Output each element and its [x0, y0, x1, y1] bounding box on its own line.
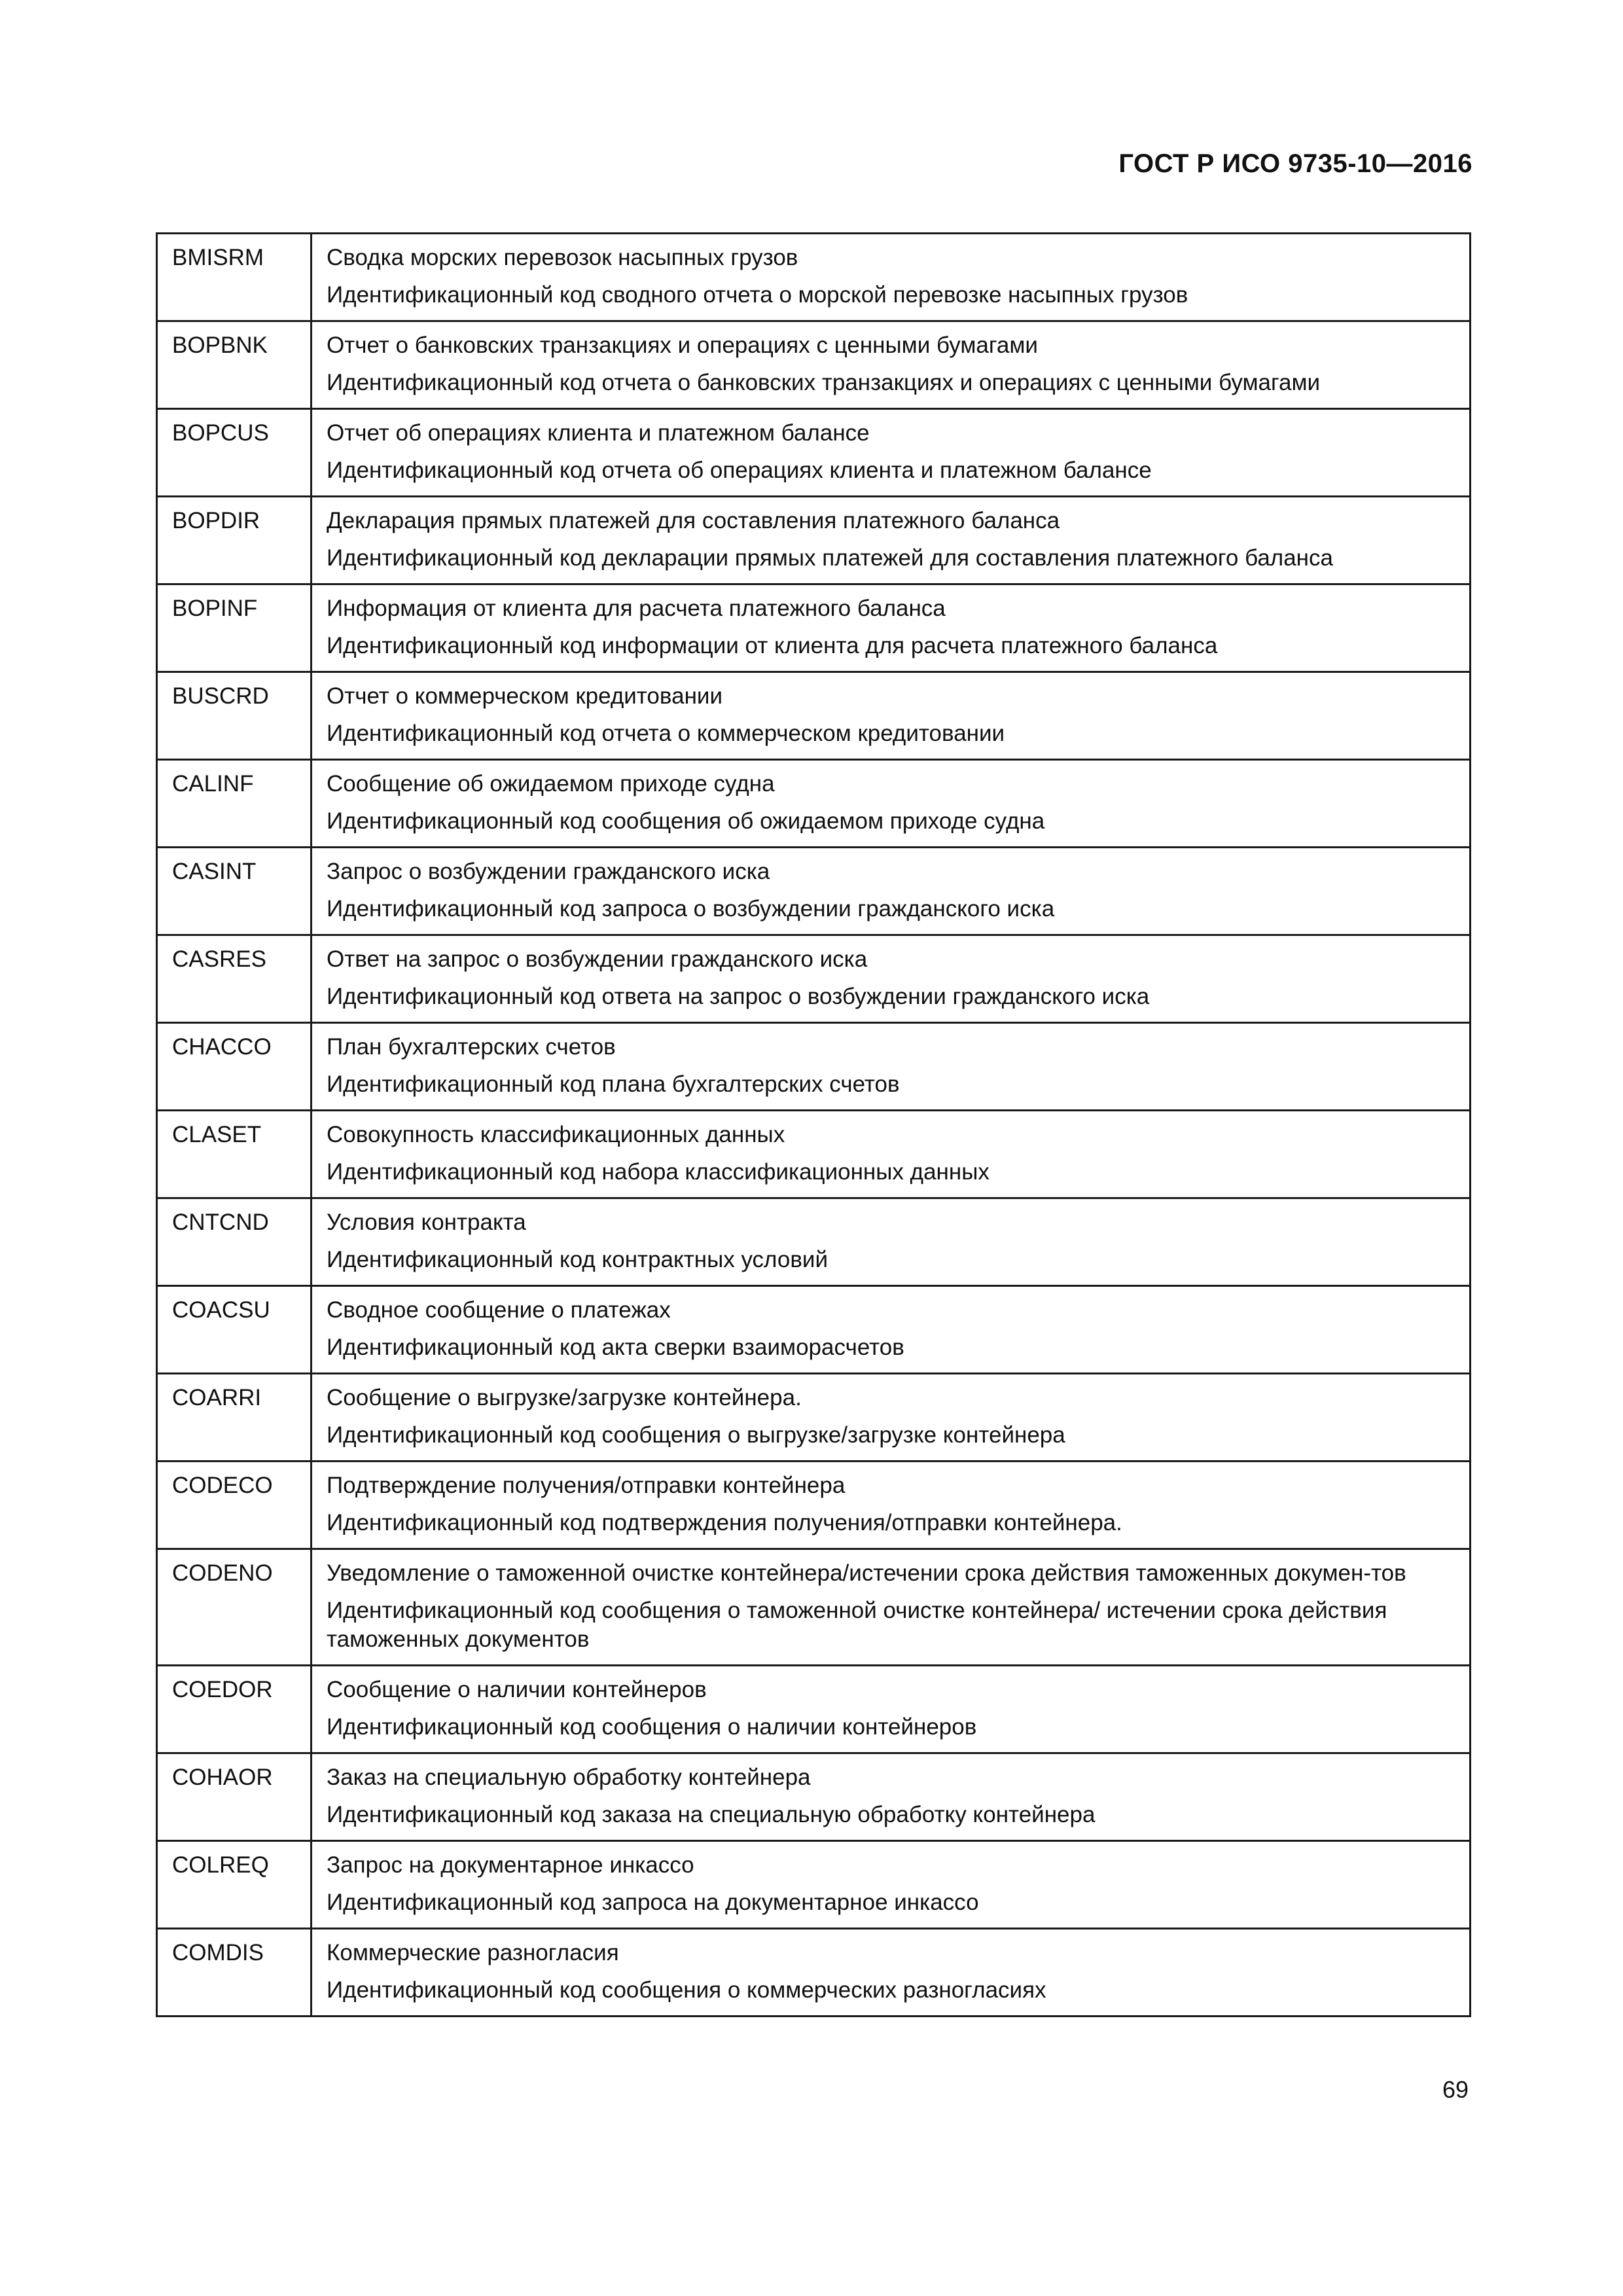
- message-description: [312, 935, 1471, 1023]
- message-code: CODECO: [157, 1462, 312, 1549]
- message-code-definition: Идентификационный код запроса о возбуждении гражданского иска: [327, 896, 1055, 922]
- message-code: COMDIS: [157, 1929, 312, 2017]
- message-name: Уведомление о таможенной очистке контейнера/истечении срока действия таможенных докумен-тов: [327, 1560, 1406, 1586]
- message-type-table-body: [157, 234, 1471, 2017]
- message-code-definition: Идентификационный код отчета о коммерческом кредитовании: [327, 721, 1005, 746]
- table-row: [157, 760, 1471, 848]
- message-code-definition: Идентификационный код контрактных условий: [327, 1247, 829, 1272]
- message-name: Заказ на специальную обработку контейнера: [327, 1765, 811, 1790]
- message-description: [312, 1666, 1471, 1753]
- message-code: COARRI: [157, 1374, 312, 1462]
- message-name: Отчет о коммерческом кредитовании: [327, 683, 722, 709]
- message-description: [312, 584, 1471, 672]
- message-code: COHAOR: [157, 1753, 312, 1841]
- table-row: [157, 409, 1471, 497]
- message-description: [312, 848, 1471, 935]
- message-code: CLASET: [157, 1111, 312, 1198]
- table-row: [157, 1023, 1471, 1111]
- table-row: [157, 1841, 1471, 1929]
- message-code-definition: Идентификационный код отчета об операциях клиента и платежном балансе: [327, 457, 1152, 483]
- message-code: BOPINF: [157, 584, 312, 672]
- table-row: [157, 1666, 1471, 1753]
- message-code-definition: Идентификационный код акта сверки взаиморасчетов: [327, 1335, 904, 1360]
- message-name: Отчет об операциях клиента и платежном балансе: [327, 420, 870, 446]
- message-description: [312, 409, 1471, 497]
- message-description: [312, 1929, 1471, 2017]
- table-row: [157, 1374, 1471, 1462]
- message-code: COACSU: [157, 1286, 312, 1374]
- message-code-definition: Идентификационный код сообщения о таможенной очистке контейнера/ истечении срока действия таможенных документов: [327, 1598, 1387, 1652]
- message-code: BOPBNK: [157, 321, 312, 409]
- message-code-definition: Идентификационный код сообщения о наличии контейнеров: [327, 1714, 977, 1740]
- message-code: BOPCUS: [157, 409, 312, 497]
- message-name: Совокупность классификационных данных: [327, 1122, 785, 1147]
- message-description: [312, 497, 1471, 584]
- message-code: COEDOR: [157, 1666, 312, 1753]
- message-code: CALINF: [157, 760, 312, 848]
- table-row: [157, 321, 1471, 409]
- message-description: [312, 321, 1471, 409]
- table-row: [157, 1198, 1471, 1286]
- message-code: CASINT: [157, 848, 312, 935]
- message-code-definition: Идентификационный код ответа на запрос о возбуждении гражданского иска: [327, 984, 1150, 1009]
- message-code: CODENO: [157, 1549, 312, 1666]
- table-row: [157, 1929, 1471, 2017]
- message-name: Ответ на запрос о возбуждении гражданского иска: [327, 946, 868, 972]
- message-code-definition: Идентификационный код декларации прямых платежей для составления платежного баланса: [327, 545, 1333, 571]
- message-description: [312, 1198, 1471, 1286]
- message-name: Сводка морских перевозок насыпных грузов: [327, 245, 798, 270]
- message-description: [312, 1753, 1471, 1841]
- message-code: CHACCO: [157, 1023, 312, 1111]
- message-name: Коммерческие разногласия: [327, 1940, 619, 1965]
- table-row: [157, 1111, 1471, 1198]
- message-description: [312, 1374, 1471, 1462]
- table-row: [157, 1753, 1471, 1841]
- message-code-definition: Идентификационный код набора классификационных данных: [327, 1159, 990, 1185]
- message-code-definition: Идентификационный код сообщения о коммерческих разногласиях: [327, 1977, 1046, 2003]
- message-description: [312, 672, 1471, 760]
- message-name: Условия контракта: [327, 1210, 526, 1235]
- message-description: [312, 1462, 1471, 1549]
- message-description: [312, 1111, 1471, 1198]
- message-description: [312, 1841, 1471, 1929]
- message-name: Декларация прямых платежей для составления платежного баланса: [327, 508, 1060, 533]
- standard-designation: ГОСТ Р ИСО 9735-10—2016: [1118, 149, 1472, 178]
- table-row: [157, 234, 1471, 321]
- message-code: BMISRM: [157, 234, 312, 321]
- message-description: [312, 1286, 1471, 1374]
- table-row: [157, 584, 1471, 672]
- message-name: Подтверждение получения/отправки контейнера: [327, 1473, 846, 1498]
- message-code-definition: Идентификационный код заказа на специальную обработку контейнера: [327, 1802, 1096, 1827]
- table-row: [157, 1286, 1471, 1374]
- table-row: [157, 672, 1471, 760]
- message-name: Сводное сообщение о платежах: [327, 1297, 671, 1323]
- table-row: [157, 848, 1471, 935]
- message-code-definition: Идентификационный код сообщения о выгрузке/загрузке контейнера: [327, 1422, 1065, 1448]
- message-description: [312, 760, 1471, 848]
- message-code-definition: Идентификационный код подтверждения получения/отправки контейнера.: [327, 1510, 1122, 1535]
- message-name: Отчет о банковских транзакциях и операциях с ценными бумагами: [327, 332, 1038, 358]
- message-name: Информация от клиента для расчета платежного баланса: [327, 596, 946, 621]
- message-name: План бухгалтерских счетов: [327, 1034, 616, 1060]
- table-row: [157, 1549, 1471, 1666]
- message-code-definition: Идентификационный код запроса на документарное инкассо: [327, 1890, 979, 1915]
- message-code-definition: Идентификационный код информации от клиента для расчета платежного баланса: [327, 633, 1218, 658]
- message-code: CNTCND: [157, 1198, 312, 1286]
- message-name: Запрос о возбуждении гражданского иска: [327, 859, 770, 884]
- message-type-table: [156, 232, 1471, 2017]
- message-description: [312, 1549, 1471, 1666]
- table-row: [157, 935, 1471, 1023]
- page-number: 69: [1442, 2076, 1469, 2103]
- message-code-definition: Идентификационный код отчета о банковских транзакциях и операциях с ценными бумагами: [327, 370, 1321, 395]
- message-code-definition: Идентификационный код плана бухгалтерских счетов: [327, 1071, 900, 1097]
- message-description: [312, 234, 1471, 321]
- message-code-definition: Идентификационный код сводного отчета о морской перевозке насыпных грузов: [327, 282, 1188, 308]
- message-name: Сообщение о выгрузке/загрузке контейнера.: [327, 1385, 802, 1410]
- message-name: Сообщение о наличии контейнеров: [327, 1677, 707, 1702]
- message-name: Запрос на документарное инкассо: [327, 1852, 694, 1878]
- message-description: [312, 1023, 1471, 1111]
- table-row: [157, 1462, 1471, 1549]
- message-code: BUSCRD: [157, 672, 312, 760]
- message-code-definition: Идентификационный код сообщения об ожидаемом приходе судна: [327, 808, 1045, 834]
- message-code: CASRES: [157, 935, 312, 1023]
- table-row: [157, 497, 1471, 584]
- message-name: Сообщение об ожидаемом приходе судна: [327, 771, 775, 797]
- message-code: BOPDIR: [157, 497, 312, 584]
- message-code: COLREQ: [157, 1841, 312, 1929]
